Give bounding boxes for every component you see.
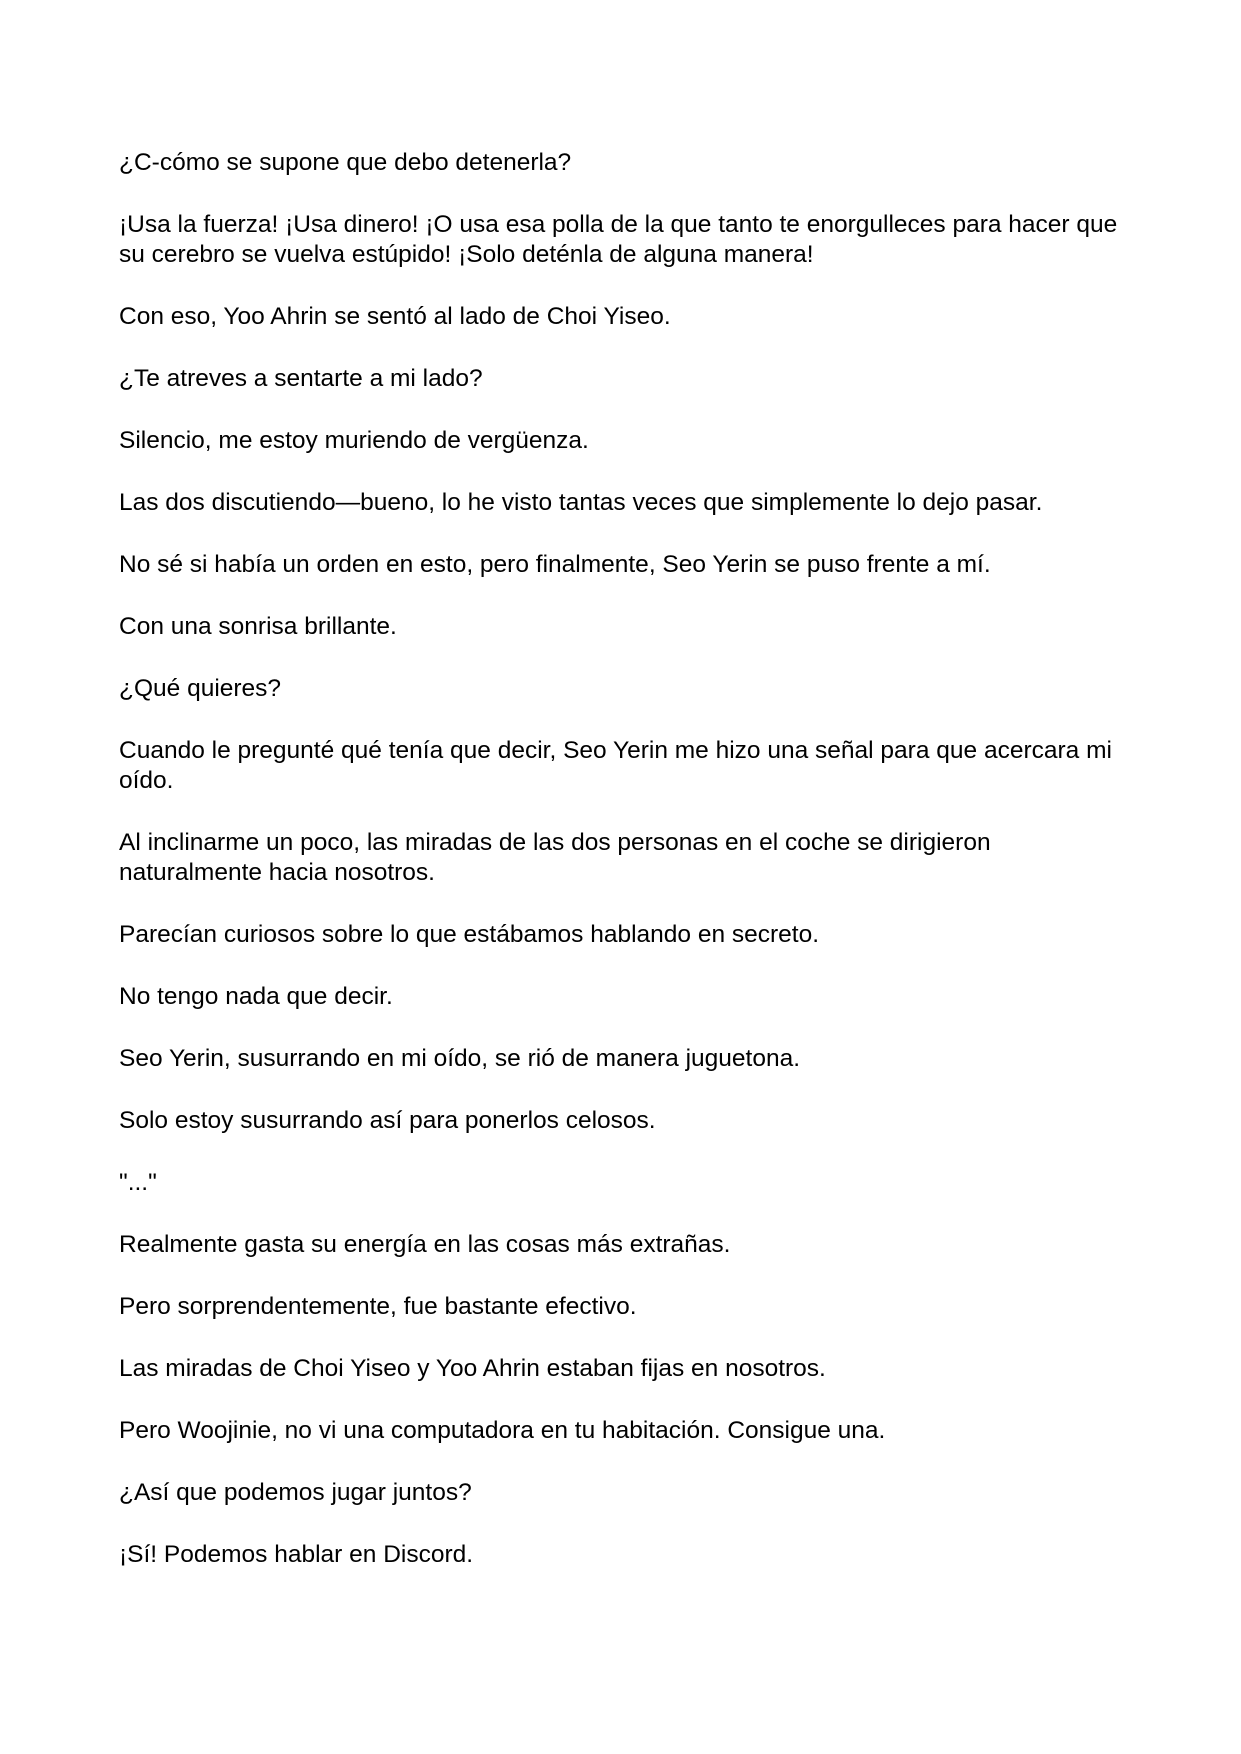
paragraph: Al inclinarme un poco, las miradas de las dos personas en el coche se dirigieron naturalmente hacia nosotros. [119, 829, 991, 886]
paragraph: Las miradas de Choi Yiseo y Yoo Ahrin estaban fijas en nosotros. [119, 1355, 826, 1382]
paragraph: Con una sonrisa brillante. [119, 613, 397, 640]
paragraph: Cuando le pregunté qué tenía que decir, Seo Yerin me hizo una señal para que acercara mi oído. [119, 737, 1112, 794]
paragraph: Pero sorprendentemente, fue bastante efectivo. [119, 1293, 637, 1320]
paragraph: Parecían curiosos sobre lo que estábamos hablando en secreto. [119, 921, 820, 948]
paragraph: "..." [119, 1169, 157, 1196]
paragraph: Pero Woojinie, no vi una computadora en tu habitación. Consigue una. [119, 1417, 886, 1444]
paragraph: No sé si había un orden en esto, pero finalmente, Seo Yerin se puso frente a mí. [119, 551, 991, 578]
paragraph: Silencio, me estoy muriendo de vergüenza. [119, 427, 589, 454]
paragraph: ¿Así que podemos jugar juntos? [119, 1479, 472, 1506]
paragraph: ¿Qué quieres? [119, 675, 282, 702]
paragraph: ¡Sí! Podemos hablar en Discord. [119, 1541, 474, 1568]
paragraph: No tengo nada que decir. [119, 983, 393, 1010]
document-body [119, 148, 1129, 1602]
paragraph: Con eso, Yoo Ahrin se sentó al lado de Choi Yiseo. [119, 303, 671, 330]
paragraph: Seo Yerin, susurrando en mi oído, se rió de manera juguetona. [119, 1045, 800, 1072]
paragraph: Las dos discutiendo—bueno, lo he visto tantas veces que simplemente lo dejo pasar. [119, 489, 1043, 516]
paragraph: Realmente gasta su energía en las cosas más extrañas. [119, 1231, 731, 1258]
paragraph: ¿Te atreves a sentarte a mi lado? [119, 365, 483, 392]
paragraph: ¿C-cómo se supone que debo detenerla? [119, 149, 572, 176]
paragraph: ¡Usa la fuerza! ¡Usa dinero! ¡O usa esa polla de la que tanto te enorgulleces para hacer que su cerebro se vuelva estúpido! ¡Solo deténla de alguna manera! [119, 211, 1118, 268]
paragraph: Solo estoy susurrando así para ponerlos celosos. [119, 1107, 656, 1134]
